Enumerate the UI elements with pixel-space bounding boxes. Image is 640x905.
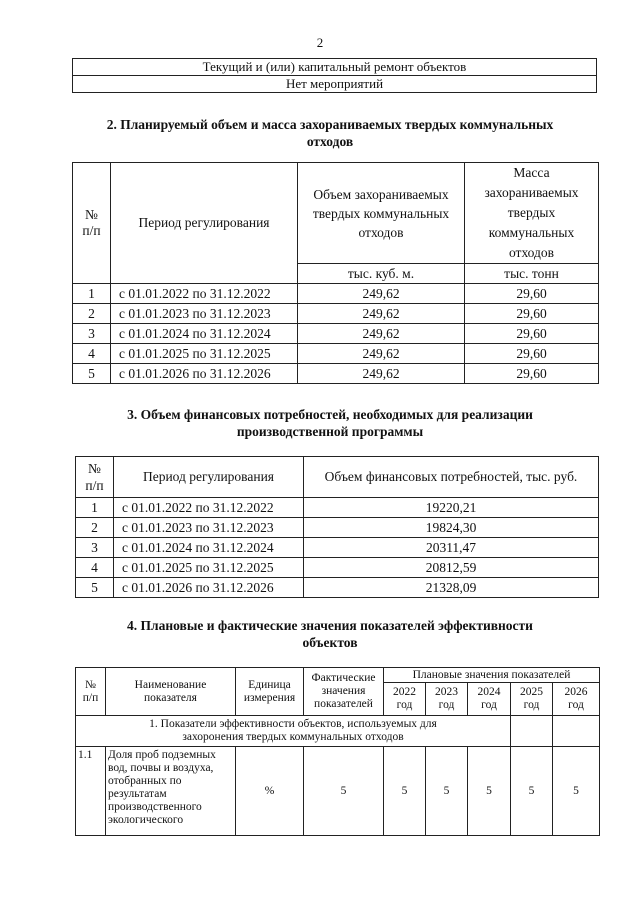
period-header: Период регулирования bbox=[111, 163, 298, 284]
table-row: 3 с 01.01.2024 по 31.12.2024 249,62 29,60 bbox=[73, 324, 599, 344]
name-header: Наименование показателя bbox=[106, 668, 236, 716]
efficiency-table bbox=[75, 667, 600, 836]
repair-table-value: Нет мероприятий bbox=[73, 76, 597, 93]
group-header: 1. Показатели эффективности объектов, используемых для захоронения твердых коммунальных отходов bbox=[76, 716, 511, 747]
volume-header: Объем захораниваемых твердых коммунальных отходов bbox=[298, 163, 465, 264]
year-header: 2023 год bbox=[426, 683, 468, 716]
table-row: 1 с 01.01.2022 по 31.12.2022 249,62 29,60 bbox=[73, 284, 599, 304]
mass-header: Масса захораниваемых твердых коммунальных отходов bbox=[465, 163, 599, 264]
year-header: 2022 год bbox=[384, 683, 426, 716]
indicator-name: Доля проб подземных вод, почвы и воздуха, отобранных по результатам производственного экологического bbox=[106, 747, 236, 836]
repair-table bbox=[72, 58, 597, 93]
volume-unit: тыс. куб. м. bbox=[298, 264, 465, 284]
finance-header: Объем финансовых потребностей, тыс. руб. bbox=[304, 457, 599, 498]
section-4-title: 4. Плановые и фактические значения показателей эффективности объектов bbox=[127, 618, 533, 650]
num-header: № п/п bbox=[73, 163, 111, 284]
num-header: № п/п bbox=[76, 457, 114, 498]
table-row: 1 с 01.01.2022 по 31.12.2022 19220,21 bbox=[76, 498, 599, 518]
mass-unit: тыс. тонн bbox=[465, 264, 599, 284]
table-row: 4 с 01.01.2025 по 31.12.2025 20812,59 bbox=[76, 558, 599, 578]
plan-header: Плановые значения показателей bbox=[384, 668, 600, 683]
year-header: 2026 год bbox=[553, 683, 600, 716]
table-row: 3 с 01.01.2024 по 31.12.2024 20311,47 bbox=[76, 538, 599, 558]
section-2-title: 2. Планируемый объем и масса захораниваемых твердых коммунальных отходов bbox=[106, 117, 554, 149]
year-header: 2025 год bbox=[511, 683, 553, 716]
unit-header: Единица измерения bbox=[236, 668, 304, 716]
table-row: 2 с 01.01.2023 по 31.12.2023 19824,30 bbox=[76, 518, 599, 538]
period-header: Период регулирования bbox=[114, 457, 304, 498]
table-row: 4 с 01.01.2025 по 31.12.2025 249,62 29,60 bbox=[73, 344, 599, 364]
table-row: 2 с 01.01.2023 по 31.12.2023 249,62 29,60 bbox=[73, 304, 599, 324]
section-3-title: 3. Объем финансовых потребностей, необходимых для реализации производственной программы bbox=[127, 407, 533, 439]
finance-table bbox=[75, 456, 599, 598]
repair-table-header: Текущий и (или) капитальный ремонт объектов bbox=[73, 59, 597, 76]
table-row: 5 с 01.01.2026 по 31.12.2026 249,62 29,60 bbox=[73, 364, 599, 384]
num-header: № п/п bbox=[76, 668, 106, 716]
page-number: 2 bbox=[316, 35, 324, 50]
table-row: 1.1 Доля проб подземных вод, почвы и воздуха, отобранных по результатам производственного экологического % 5 5 5 5 5 5 bbox=[76, 747, 600, 836]
fact-header: Фактические значения показателей bbox=[304, 668, 384, 716]
year-header: 2024 год bbox=[468, 683, 511, 716]
waste-volume-table bbox=[72, 162, 599, 384]
table-row: 5 с 01.01.2026 по 31.12.2026 21328,09 bbox=[76, 578, 599, 598]
